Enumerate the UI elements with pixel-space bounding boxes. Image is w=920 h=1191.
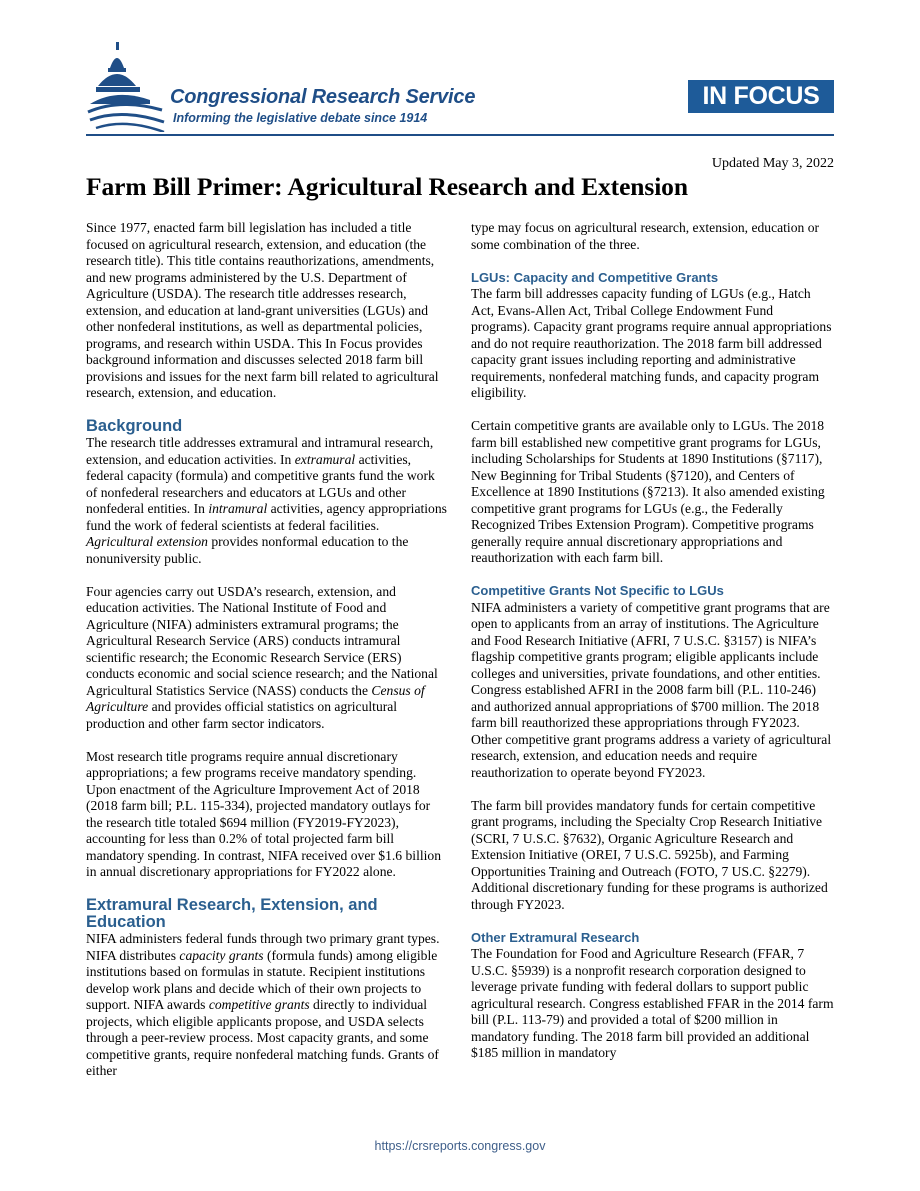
emphasis-text: intramural: [208, 501, 268, 516]
background-paragraph-3: Most research title programs require annual discretionary appropriations; a few programs receive mandatory spending. Upon enactment of the Agriculture Improvement Act of 2018 (2018 farm bill; P.L. 115-334), projected mandatory outlays for the research title totaled $694 million (FY2019-FY2023), accounting for less than 0.2% of total projected farm bill mandatory spending. In contrast, NIFA received over $1.6 billion in annual discretionary appropriations for FY2022 alone.: [86, 748, 441, 879]
text-run: (formula funds) among eligible institutions based on formulas in statute. Recipient institutions develop work plans and decide which of their own projects to support. NIFA awards: [86, 947, 438, 1012]
background-paragraph-1: [86, 435, 449, 567]
emphasis-text: Census of Agriculture: [86, 682, 425, 714]
lgu-paragraph-1: The farm bill addresses capacity funding of LGUs (e.g., Hatch Act, Evans-Allen Act, Tribal College Endowment Fund programs). Capacity grant programs require annual appropriations and do not require reauthorization. The 2018 farm bill addressed capacity grant issues including reporting and administrative requirements, nonfederal matching funds, and capacity program eligibility.: [471, 286, 832, 400]
text-run: NIFA administers federal funds through two primary grant types. NIFA distributes: [86, 931, 440, 963]
page-title: Farm Bill Primer: Agricultural Research and Extension: [86, 172, 688, 201]
text-run: activities, agency appropriations fund the work of federal scientists at federal facilities.: [86, 501, 447, 533]
footer-url[interactable]: https://crsreports.congress.gov: [374, 1139, 546, 1153]
right-column: [471, 220, 834, 1062]
competitive-paragraph-2: The farm bill provides mandatory funds for certain competitive grant programs, including the Specialty Crop Research Initiative (SCRI, 7 U.S.C. §7632), Organic Agriculture Research and Extension Initiative (OREI, 7 U.S.C. 5925b), and Farming Opportunities Training and Outreach (FOTO, 7 US.C. §2279). Additional discretionary funding for these programs is authorized through FY2023.: [471, 797, 828, 912]
in-focus-badge: IN FOCUS: [688, 80, 834, 113]
text-run: Four agencies carry out USDA’s research, extension, and education activities. The National Institute of Food and Agriculture (NIFA) administers extramural programs; the Agricultural Research Service (ARS) conducts intramural scientific research; the Economic Research Service (ERS) conducts economic and social science research; and the National Agricultural Statistics Service (NASS) conducts the: [86, 583, 438, 698]
extramural-paragraph-1: [86, 931, 449, 1080]
capitol-dome-icon: [86, 42, 166, 132]
subsection-heading-competitive: Competitive Grants Not Specific to LGUs: [471, 583, 724, 598]
subsection-heading-other: Other Extramural Research: [471, 929, 640, 945]
emphasis-text: competitive grants: [208, 997, 310, 1012]
emphasis-text: Agricultural extension: [86, 534, 208, 549]
text-run: directly to individual projects, which eligible applicants propose, and USDA selects through a peer-review process. Most capacity grants, and some competitive grants, require nonfederal matching funds. Grants of either: [86, 997, 439, 1078]
org-name: Congressional Research Service: [170, 86, 476, 108]
other-paragraph-1: The Foundation for Food and Agriculture Research (FFAR, 7 U.S.C. §5939) is a nonprofit research corporation designed to leverage private funding with federal dollars to support public agricultural research. Congress established FFAR in the 2014 farm bill (P.L. 113-79) and provided a total of $200 million in mandatory funding. The 2018 farm bill provided an additional $185 million in mandatory: [471, 946, 834, 1060]
text-run: The research title addresses extramural and intramural research, extension, and education activities. In: [86, 435, 434, 467]
text-run: activities, federal capacity (formula) and competitive grants fund the work of nonfederal researchers and educators at LGUs and other nonfederal entities. In: [86, 451, 435, 516]
emphasis-text: capacity grants: [179, 947, 264, 963]
org-tagline: Informing the legislative debate since 1914: [173, 111, 428, 125]
text-run: provides nonformal education to the nonuniversity public.: [86, 534, 409, 566]
lgu-paragraph-2: Certain competitive grants are available only to LGUs. The 2018 farm bill established new competitive grant programs for LGUs, including Scholarships for Students at 1890 Institutions (§7117), New Beginning for Tribal Students (§7120), and Centers of Excellence at 1890 Institutions (§7213). It also amended existing competitive grant programs for LGUs (e.g., the Federally Recognized Tribes Extension Program). Competitive programs generally require annual discretionary appropriations and reauthorization with each farm bill.: [471, 418, 825, 565]
intro-paragraph: Since 1977, enacted farm bill legislation has included a title focused on agricultural research, extension, and education (the research title). This title contains reauthorizations, amendments, and new programs administered by the U.S. Department of Agriculture (USDA). The research title addresses research, extension, and education at land-grant universities (LGUs) and other nonfederal institutions, as well as departmental policies, programs, and research within USDA. This In Focus provides background information and discusses selected 2018 farm bill provisions and issues for the next farm bill related to agricultural research, extension, and education.: [86, 220, 439, 400]
section-heading-background: Background: [86, 417, 183, 435]
updated-date: Updated May 3, 2022: [711, 156, 834, 171]
report-header: [86, 40, 834, 136]
left-column: [86, 220, 449, 1080]
emphasis-text: extramural: [294, 451, 356, 467]
header-divider: [86, 134, 834, 136]
continued-paragraph: type may focus on agricultural research, extension, education or some combination of the three.: [471, 220, 820, 252]
competitive-paragraph-1: NIFA administers a variety of competitive grant programs that are open to applicants from an array of institutions. The Agriculture and Food Research Initiative (AFRI, 7 U.S.C. §3157) is NIFA’s flagship competitive grants program; eligible applicants include colleges and universities, private foundations, and other entities. Congress established AFRI in the 2008 farm bill (P.L. 110-246) and authorized annual appropriations of $700 million. The 2018 farm bill reauthorized these appropriations through FY2023. Other competitive grant programs address a variety of agricultural research, extension, and education needs and require reauthorization to operate beyond FY2023.: [471, 599, 832, 780]
text-run: and provides official statistics on agricultural production and other farm sector indicators.: [86, 699, 398, 731]
section-heading-extramural: Extramural Research, Extension, and Education: [86, 896, 378, 931]
subsection-heading-lgus: LGUs: Capacity and Competitive Grants: [471, 269, 719, 285]
background-paragraph-2: [86, 584, 449, 733]
